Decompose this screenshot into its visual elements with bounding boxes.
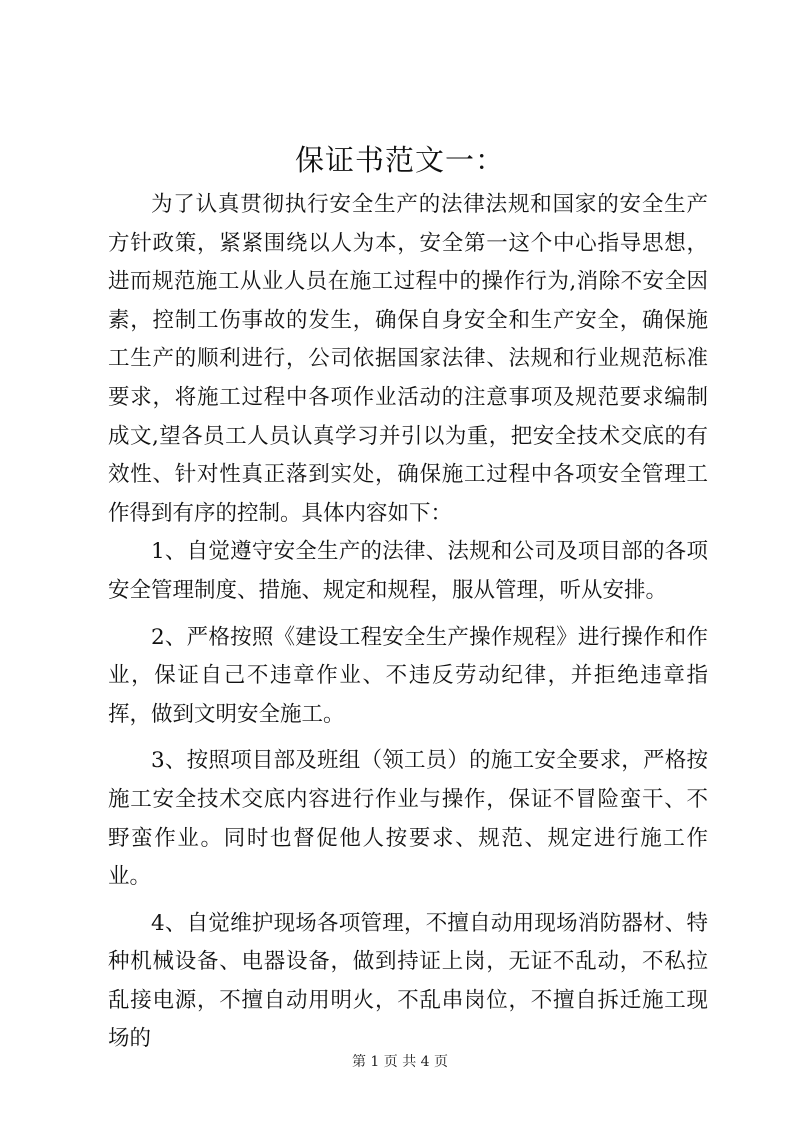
paragraph-intro: 为了认真贯彻执行安全生产的法律法规和国家的安全生产方针政策，紧紧围绕以人为本，安全第一这个中心指导思想，进而规范施工从业人员在施工过程中的操作行为,消除不安全因素，控制工伤事故的发生，确保自身安全和生产安全，确保施工生产的顺利进行，公司依据国家法律、法规和行业规范标准要求，将施工过程中各项作业活动的注意事项及规范要求编制成文,望各员工人员认真学习并引以为重，把安全技术交底的有效性、针对性真正落到实处，确保施工过程中各项安全管理工作得到有序的控制。具体内容如下： <box>108 192 708 526</box>
page-number-footer: 第 1 页 共 4 页 <box>351 1054 449 1070</box>
paragraph-item-1: 1、自觉遵守安全生产的法律、法规和公司及项目部的各项安全管理制度、措施、规定和规程，服从管理，听从安排。 <box>108 539 708 603</box>
paragraph-item-2: 2、严格按照《建设工程安全生产操作规程》进行操作和作业，保证自己不违章作业、不违反劳动纪律，并拒绝违章指挥，做到文明安全施工。 <box>108 624 708 727</box>
document-title: 保证书范文一： <box>294 143 505 177</box>
paragraph-item-3: 3、按照项目部及班组（领工员）的施工安全要求，严格按施工安全技术交底内容进行作业与操作，保证不冒险蛮干、不野蛮作业。同时也督促他人按要求、规范、规定进行施工作业。 <box>108 748 708 890</box>
document-body <box>108 186 708 1067</box>
paragraph-item-4: 4、自觉维护现场各项管理，不擅自动用现场消防器材、特种机械设备、电器设备，做到持证上岗，无证不乱动，不私拉乱接电源，不擅自动用明火，不乱串岗位，不擅自拆迁施工现场的 <box>108 910 708 1052</box>
